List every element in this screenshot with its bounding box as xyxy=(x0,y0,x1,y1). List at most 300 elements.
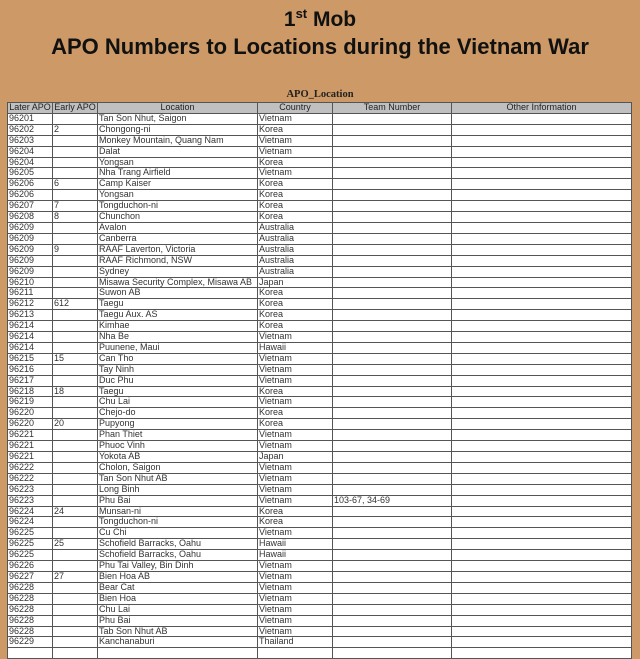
cell-later-apo: 96228 xyxy=(8,604,53,615)
cell-location: Tan Son Nhut AB xyxy=(98,473,258,484)
table-row xyxy=(8,539,632,550)
cell-later-apo: 96215 xyxy=(8,353,53,364)
cell-other-information xyxy=(452,288,632,299)
cell-country: Vietnam xyxy=(258,332,333,343)
cell-early-apo xyxy=(53,222,98,233)
cell-early-apo xyxy=(53,408,98,419)
page-subtitle: APO Numbers to Locations during the Vietnam War xyxy=(51,34,589,60)
cell-location: Bien Hoa AB xyxy=(98,571,258,582)
cell-other-information xyxy=(452,146,632,157)
cell-team-number xyxy=(333,506,452,517)
cell-location: Yongsan xyxy=(98,190,258,201)
cell-location: Pupyong xyxy=(98,419,258,430)
title-ordinal: st xyxy=(295,6,308,21)
cell-location: Cholon, Saigon xyxy=(98,462,258,473)
cell-other-information xyxy=(452,615,632,626)
cell-country: Vietnam xyxy=(258,593,333,604)
cell-early-apo: 27 xyxy=(53,571,98,582)
cell-early-apo xyxy=(53,430,98,441)
cell-country: Vietnam xyxy=(258,441,333,452)
cell-team-number xyxy=(333,604,452,615)
table-row xyxy=(8,561,632,572)
cell-country: Vietnam xyxy=(258,113,333,124)
cell-team-number xyxy=(333,233,452,244)
cell-early-apo xyxy=(53,146,98,157)
cell-later-apo: 96213 xyxy=(8,310,53,321)
cell-later-apo: 96226 xyxy=(8,561,53,572)
cell-team-number xyxy=(333,582,452,593)
cell-team-number xyxy=(333,113,452,124)
cell-location: Taegu Aux. AS xyxy=(98,310,258,321)
cell-later-apo: 96220 xyxy=(8,419,53,430)
column-header-other-information: Other Information xyxy=(452,103,632,114)
cell-other-information xyxy=(452,266,632,277)
cell-early-apo xyxy=(53,462,98,473)
cell-other-information xyxy=(452,648,632,659)
table-row xyxy=(8,233,632,244)
cell-early-apo xyxy=(53,157,98,168)
table-row xyxy=(8,321,632,332)
cell-team-number xyxy=(333,201,452,212)
cell-later-apo: 96210 xyxy=(8,277,53,288)
cell-team-number xyxy=(333,321,452,332)
cell-country: Hawaii xyxy=(258,550,333,561)
cell-location: Can Tho xyxy=(98,353,258,364)
cell-later-apo: 96224 xyxy=(8,517,53,528)
cell-other-information xyxy=(452,342,632,353)
cell-other-information xyxy=(452,528,632,539)
cell-early-apo xyxy=(53,484,98,495)
cell-team-number xyxy=(333,375,452,386)
cell-other-information xyxy=(452,539,632,550)
cell-later-apo: 96221 xyxy=(8,452,53,463)
cell-country: Korea xyxy=(258,506,333,517)
table-row xyxy=(8,364,632,375)
cell-country: Vietnam xyxy=(258,364,333,375)
cell-location: RAAF Richmond, NSW xyxy=(98,255,258,266)
cell-other-information xyxy=(452,462,632,473)
cell-other-information xyxy=(452,353,632,364)
cell-later-apo: 96224 xyxy=(8,506,53,517)
table-row xyxy=(8,626,632,637)
table-row xyxy=(8,441,632,452)
cell-team-number xyxy=(333,342,452,353)
table-row xyxy=(8,484,632,495)
cell-location: Tay Ninh xyxy=(98,364,258,375)
cell-country: Vietnam xyxy=(258,561,333,572)
cell-later-apo: 96211 xyxy=(8,288,53,299)
cell-later-apo: 96220 xyxy=(8,408,53,419)
cell-early-apo xyxy=(53,473,98,484)
cell-country: Thailand xyxy=(258,637,333,648)
cell-location: Avalon xyxy=(98,222,258,233)
table-row xyxy=(8,353,632,364)
cell-other-information xyxy=(452,386,632,397)
cell-later-apo: 96228 xyxy=(8,593,53,604)
cell-country: Korea xyxy=(258,408,333,419)
cell-country: Korea xyxy=(258,201,333,212)
cell-team-number xyxy=(333,637,452,648)
cell-later-apo: 96223 xyxy=(8,484,53,495)
cell-later-apo: 96214 xyxy=(8,321,53,332)
cell-early-apo xyxy=(53,397,98,408)
cell-later-apo: 96214 xyxy=(8,332,53,343)
cell-location: Bien Hoa xyxy=(98,593,258,604)
cell-location: Tab Son Nhut AB xyxy=(98,626,258,637)
cell-team-number xyxy=(333,190,452,201)
table-row xyxy=(8,255,632,266)
cell-team-number xyxy=(333,299,452,310)
cell-later-apo: 96219 xyxy=(8,397,53,408)
cell-other-information xyxy=(452,430,632,441)
cell-early-apo xyxy=(53,593,98,604)
cell-country: Vietnam xyxy=(258,495,333,506)
cell-early-apo xyxy=(53,582,98,593)
cell-location: Schofield Barracks, Oahu xyxy=(98,539,258,550)
cell-early-apo: 20 xyxy=(53,419,98,430)
cell-early-apo xyxy=(53,637,98,648)
cell-country: Vietnam xyxy=(258,397,333,408)
cell-location: RAAF Laverton, Victoria xyxy=(98,244,258,255)
cell-other-information xyxy=(452,419,632,430)
cell-country xyxy=(258,648,333,659)
cell-other-information xyxy=(452,299,632,310)
cell-country: Australia xyxy=(258,222,333,233)
cell-location: Nha Be xyxy=(98,332,258,343)
cell-country: Australia xyxy=(258,233,333,244)
cell-early-apo xyxy=(53,233,98,244)
cell-early-apo: 7 xyxy=(53,201,98,212)
cell-country: Vietnam xyxy=(258,528,333,539)
cell-other-information xyxy=(452,332,632,343)
cell-country: Korea xyxy=(258,179,333,190)
cell-team-number xyxy=(333,124,452,135)
table-row xyxy=(8,528,632,539)
cell-early-apo xyxy=(53,615,98,626)
cell-later-apo: 96209 xyxy=(8,266,53,277)
table-row xyxy=(8,146,632,157)
cell-team-number xyxy=(333,244,452,255)
cell-early-apo xyxy=(53,517,98,528)
cell-location: Camp Kaiser xyxy=(98,179,258,190)
cell-location: Munsan-ni xyxy=(98,506,258,517)
column-header-later-apo: Later APO xyxy=(9,102,51,112)
cell-country: Vietnam xyxy=(258,135,333,146)
cell-location: Phuoc Vinh xyxy=(98,441,258,452)
table-row xyxy=(8,408,632,419)
cell-other-information xyxy=(452,212,632,223)
cell-location: Chu Lai xyxy=(98,397,258,408)
table-row xyxy=(8,582,632,593)
cell-other-information xyxy=(452,452,632,463)
cell-location: Phan Thiet xyxy=(98,430,258,441)
cell-early-apo: 25 xyxy=(53,539,98,550)
cell-location: Taegu xyxy=(98,386,258,397)
cell-other-information xyxy=(452,255,632,266)
cell-later-apo: 96206 xyxy=(8,179,53,190)
cell-location: Yongsan xyxy=(98,157,258,168)
apo-location-table xyxy=(7,102,632,659)
cell-early-apo xyxy=(53,561,98,572)
cell-other-information xyxy=(452,495,632,506)
cell-later-apo: 96201 xyxy=(8,113,53,124)
table-row xyxy=(8,550,632,561)
cell-team-number xyxy=(333,462,452,473)
cell-later-apo: 96203 xyxy=(8,135,53,146)
cell-country: Korea xyxy=(258,124,333,135)
table-row xyxy=(8,113,632,124)
cell-team-number: 103-67, 34-69 xyxy=(333,495,452,506)
cell-early-apo xyxy=(53,342,98,353)
cell-other-information xyxy=(452,157,632,168)
cell-later-apo: 96221 xyxy=(8,430,53,441)
cell-country: Korea xyxy=(258,157,333,168)
table-row xyxy=(8,332,632,343)
cell-early-apo: 15 xyxy=(53,353,98,364)
cell-later-apo: 96214 xyxy=(8,342,53,353)
cell-location: Phu Bai xyxy=(98,495,258,506)
cell-team-number xyxy=(333,277,452,288)
table-row xyxy=(8,266,632,277)
cell-location: Chongong-ni xyxy=(98,124,258,135)
table-row xyxy=(8,506,632,517)
cell-other-information xyxy=(452,550,632,561)
cell-location: Sydney xyxy=(98,266,258,277)
cell-location: Bear Cat xyxy=(98,582,258,593)
cell-early-apo xyxy=(53,321,98,332)
cell-early-apo xyxy=(53,441,98,452)
cell-other-information xyxy=(452,517,632,528)
cell-other-information xyxy=(452,321,632,332)
cell-other-information xyxy=(452,484,632,495)
table-row xyxy=(8,517,632,528)
table-row xyxy=(8,124,632,135)
cell-early-apo: 24 xyxy=(53,506,98,517)
cell-country: Korea xyxy=(258,419,333,430)
cell-country: Australia xyxy=(258,255,333,266)
cell-country: Japan xyxy=(258,452,333,463)
cell-early-apo xyxy=(53,277,98,288)
cell-country: Vietnam xyxy=(258,430,333,441)
page-title xyxy=(0,0,640,32)
table-row xyxy=(8,593,632,604)
cell-team-number xyxy=(333,419,452,430)
cell-later-apo: 96209 xyxy=(8,233,53,244)
cell-later-apo: 96207 xyxy=(8,201,53,212)
cell-country: Japan xyxy=(258,277,333,288)
cell-early-apo xyxy=(53,364,98,375)
cell-other-information xyxy=(452,604,632,615)
table-row xyxy=(8,571,632,582)
cell-location: Kimhae xyxy=(98,321,258,332)
table-row xyxy=(8,604,632,615)
cell-location: Yokota AB xyxy=(98,452,258,463)
cell-country: Vietnam xyxy=(258,626,333,637)
cell-early-apo xyxy=(53,135,98,146)
table-row xyxy=(8,310,632,321)
cell-other-information xyxy=(452,113,632,124)
table-row xyxy=(8,452,632,463)
cell-later-apo xyxy=(8,648,53,659)
cell-later-apo: 96218 xyxy=(8,386,53,397)
cell-early-apo xyxy=(53,604,98,615)
cell-later-apo: 96206 xyxy=(8,190,53,201)
cell-location: Chejo-do xyxy=(98,408,258,419)
cell-country: Vietnam xyxy=(258,375,333,386)
cell-team-number xyxy=(333,648,452,659)
cell-team-number xyxy=(333,364,452,375)
table-row xyxy=(8,375,632,386)
cell-other-information xyxy=(452,561,632,572)
cell-later-apo: 96205 xyxy=(8,168,53,179)
cell-other-information xyxy=(452,473,632,484)
cell-country: Vietnam xyxy=(258,462,333,473)
cell-location: Misawa Security Complex, Misawa AB xyxy=(98,277,258,288)
cell-later-apo: 96225 xyxy=(8,550,53,561)
cell-team-number xyxy=(333,593,452,604)
cell-location: Chu Lai xyxy=(98,604,258,615)
cell-other-information xyxy=(452,506,632,517)
cell-later-apo: 96222 xyxy=(8,473,53,484)
cell-team-number xyxy=(333,539,452,550)
cell-location: Suwon AB xyxy=(98,288,258,299)
cell-other-information xyxy=(452,179,632,190)
cell-other-information xyxy=(452,626,632,637)
cell-early-apo xyxy=(53,528,98,539)
cell-location: Duc Phu xyxy=(98,375,258,386)
table-row xyxy=(8,648,632,659)
cell-later-apo: 96223 xyxy=(8,495,53,506)
cell-later-apo: 96209 xyxy=(8,244,53,255)
cell-location: Nha Trang Airfield xyxy=(98,168,258,179)
cell-location: Schofield Barracks, Oahu xyxy=(98,550,258,561)
cell-location: Puunene, Maui xyxy=(98,342,258,353)
table-row xyxy=(8,277,632,288)
cell-later-apo: 96229 xyxy=(8,637,53,648)
cell-other-information xyxy=(452,244,632,255)
cell-country: Australia xyxy=(258,266,333,277)
cell-location: Tongduchon-ni xyxy=(98,517,258,528)
cell-country: Korea xyxy=(258,386,333,397)
cell-team-number xyxy=(333,528,452,539)
cell-country: Hawaii xyxy=(258,539,333,550)
cell-location: Phu Bai xyxy=(98,615,258,626)
cell-early-apo xyxy=(53,626,98,637)
cell-country: Vietnam xyxy=(258,582,333,593)
cell-early-apo: 8 xyxy=(53,212,98,223)
cell-location: Phu Tai Valley, Bin Dinh xyxy=(98,561,258,572)
cell-team-number xyxy=(333,222,452,233)
cell-team-number xyxy=(333,146,452,157)
cell-country: Korea xyxy=(258,288,333,299)
column-header-early-apo: Early APO xyxy=(54,102,96,112)
cell-team-number xyxy=(333,571,452,582)
cell-country: Korea xyxy=(258,299,333,310)
cell-early-apo xyxy=(53,255,98,266)
table-row xyxy=(8,288,632,299)
table-row xyxy=(8,473,632,484)
cell-team-number xyxy=(333,288,452,299)
cell-team-number xyxy=(333,408,452,419)
cell-other-information xyxy=(452,201,632,212)
cell-other-information xyxy=(452,637,632,648)
column-header-team-number: Team Number xyxy=(333,103,452,114)
table-row xyxy=(8,299,632,310)
cell-other-information xyxy=(452,441,632,452)
cell-country: Vietnam xyxy=(258,571,333,582)
cell-early-apo xyxy=(53,648,98,659)
cell-country: Australia xyxy=(258,244,333,255)
cell-team-number xyxy=(333,484,452,495)
cell-early-apo xyxy=(53,168,98,179)
cell-team-number xyxy=(333,255,452,266)
cell-team-number xyxy=(333,473,452,484)
cell-country: Korea xyxy=(258,321,333,332)
cell-early-apo xyxy=(53,113,98,124)
cell-later-apo: 96228 xyxy=(8,615,53,626)
table-row xyxy=(8,386,632,397)
cell-location: Cu Chi xyxy=(98,528,258,539)
cell-country: Korea xyxy=(258,310,333,321)
cell-later-apo: 96208 xyxy=(8,212,53,223)
cell-country: Vietnam xyxy=(258,604,333,615)
cell-later-apo: 96209 xyxy=(8,255,53,266)
cell-team-number xyxy=(333,157,452,168)
cell-later-apo: 96228 xyxy=(8,626,53,637)
cell-location: Kanchanaburi xyxy=(98,637,258,648)
table-row xyxy=(8,168,632,179)
cell-country: Vietnam xyxy=(258,615,333,626)
table-row xyxy=(8,615,632,626)
cell-location xyxy=(98,648,258,659)
cell-team-number xyxy=(333,517,452,528)
cell-other-information xyxy=(452,571,632,582)
cell-early-apo xyxy=(53,375,98,386)
table-header-row xyxy=(8,103,632,114)
cell-country: Vietnam xyxy=(258,484,333,495)
cell-later-apo: 96204 xyxy=(8,157,53,168)
cell-later-apo: 96204 xyxy=(8,146,53,157)
cell-early-apo xyxy=(53,266,98,277)
cell-location: Long Binh xyxy=(98,484,258,495)
cell-other-information xyxy=(452,233,632,244)
column-header-location: Location xyxy=(98,103,258,114)
cell-team-number xyxy=(333,626,452,637)
table-body xyxy=(8,113,632,658)
cell-team-number xyxy=(333,179,452,190)
cell-other-information xyxy=(452,364,632,375)
cell-later-apo: 96202 xyxy=(8,124,53,135)
table-row xyxy=(8,462,632,473)
cell-team-number xyxy=(333,386,452,397)
cell-location: Monkey Mountain, Quang Nam xyxy=(98,135,258,146)
table-row xyxy=(8,222,632,233)
table-row xyxy=(8,397,632,408)
table-row xyxy=(8,244,632,255)
table-row xyxy=(8,179,632,190)
cell-team-number xyxy=(333,135,452,146)
cell-later-apo: 96209 xyxy=(8,222,53,233)
title-number: 1 xyxy=(283,8,296,31)
cell-location: Taegu xyxy=(98,299,258,310)
table-row xyxy=(8,342,632,353)
cell-early-apo: 6 xyxy=(53,179,98,190)
cell-country: Korea xyxy=(258,190,333,201)
table-row xyxy=(8,495,632,506)
cell-location: Dalat xyxy=(98,146,258,157)
cell-later-apo: 96221 xyxy=(8,441,53,452)
table-row xyxy=(8,135,632,146)
